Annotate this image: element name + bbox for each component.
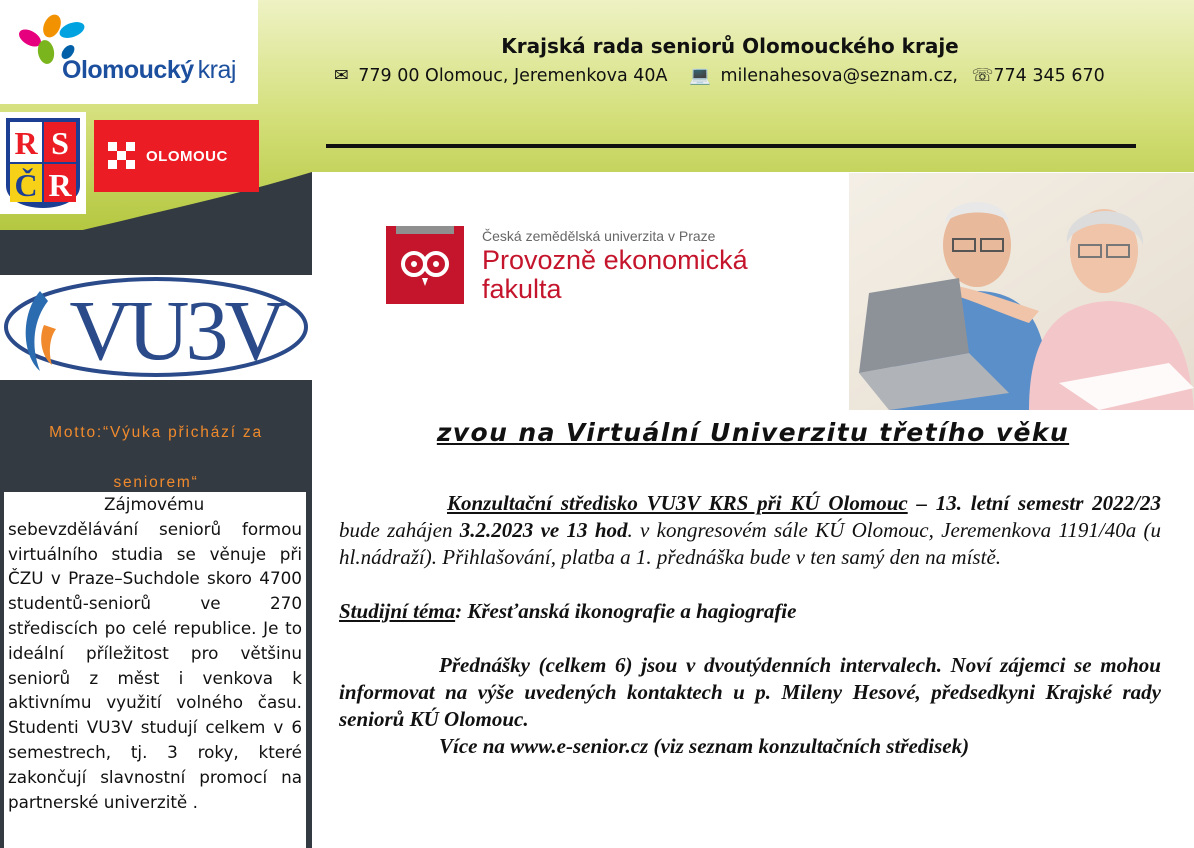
olomouc-logo [94, 120, 259, 192]
header-divider [326, 144, 1136, 148]
vu3v-emblem [0, 275, 312, 380]
rscr-letter-s: S [51, 125, 69, 161]
pef-owl-emblem [386, 226, 464, 304]
seniors-photo [849, 173, 1194, 410]
rscr-letter-r1: R [14, 125, 38, 161]
checker-icon [108, 142, 136, 170]
phone: 774 345 670 [993, 66, 1105, 86]
seniors-illustration [849, 173, 1194, 410]
main-body [339, 490, 1161, 760]
semester: – 13. letní semestr 2022/23 [907, 491, 1161, 515]
paragraph-topic [339, 598, 1161, 625]
pef-faculty-name [482, 246, 748, 304]
owl-icon [386, 226, 464, 304]
vu3v-logo [0, 275, 312, 380]
motto-line-1: Motto:“Výuka přichází za [49, 424, 263, 441]
page-title: Krajská rada seniorů Olomouckého kraje [501, 34, 959, 58]
pef-line-1: Provozně ekonomická [482, 245, 748, 275]
vu3v-wordmark: VU3V [69, 282, 283, 378]
contact-line [334, 66, 1144, 86]
centre-name: Konzultační středisko VU3V KRS při KÚ Olomouc [447, 491, 908, 515]
rscr-logo [0, 112, 86, 214]
address: 779 00 Olomouc, Jeremenkova 40A [358, 66, 668, 86]
opening-date: 3.2.2023 ve 13 hod [459, 518, 628, 542]
envelope-icon: ✉ [334, 66, 349, 86]
motto-line-2: seniorem“ [113, 474, 199, 491]
pef-logo [386, 226, 806, 308]
paragraph-more-info: Více na www.e-senior.cz (viz seznam konzultačních středisek) [439, 734, 970, 758]
paragraph-lectures: Přednášky (celkem 6) jsou v dvoutýdenních intervalech. Noví zájemci se mohou informovat na výše uvedených kontaktech u p. Mileny Hesové, předsedkyni Krajské rady seniorů KÚ Olomouc. [339, 653, 1161, 731]
paragraph-semester [339, 490, 1161, 571]
rscr-shield [4, 116, 82, 210]
pef-university: Česká zemědělská univerzita v Praze [482, 228, 716, 244]
kraj-wordmark [62, 56, 236, 85]
invite-heading: zvou na Virtuální Univerzitu třetího věku [436, 418, 1070, 447]
telephone-icon: ☏ [971, 66, 994, 86]
kraj-name: Olomoucký [62, 56, 194, 84]
computer-icon: 💻 [689, 66, 711, 86]
opening-text: bude zahájen [339, 518, 460, 542]
olomouc-wordmark: OLOMOUC [146, 147, 228, 165]
email: milenahesova@seznam.cz, [720, 66, 958, 86]
kraj-suffix: kraj [197, 56, 236, 84]
rscr-letter-r2: R [48, 167, 72, 203]
pef-line-2: fakulta [482, 274, 562, 304]
sidebar-paragraph: Zájmovému sebevzdělávání seniorů formou virtuálního studia se věnuje při ČZU v Praze–Suchdole skoro 4700 studentů-seniorů ve 270 střediscích po celé republice. Je to ideální příležitost pro většinu seniorů z měst i venkova k aktivnímu využití volného času. Studenti VU3V studují celkem v 6 semestrech, tj. 3 roky, které zakončují slavnostní promocí na partnerské univerzitě . [8, 494, 302, 812]
venue-details: . v kongresovém sále KÚ Olomouc, Jeremenkova 1191/40a (u hl.nádraží). Přihlašování, platba a 1. přednáška bude v ten samý den na místě. [339, 518, 1161, 569]
sidebar-description [4, 492, 306, 848]
olomoucky-kraj-logo [0, 0, 258, 104]
rscr-letter-c: Č [14, 167, 38, 203]
topic-label: Studijní téma [339, 599, 456, 623]
topic-value: : Křesťanská ikonografie a hagiografie [455, 599, 797, 623]
